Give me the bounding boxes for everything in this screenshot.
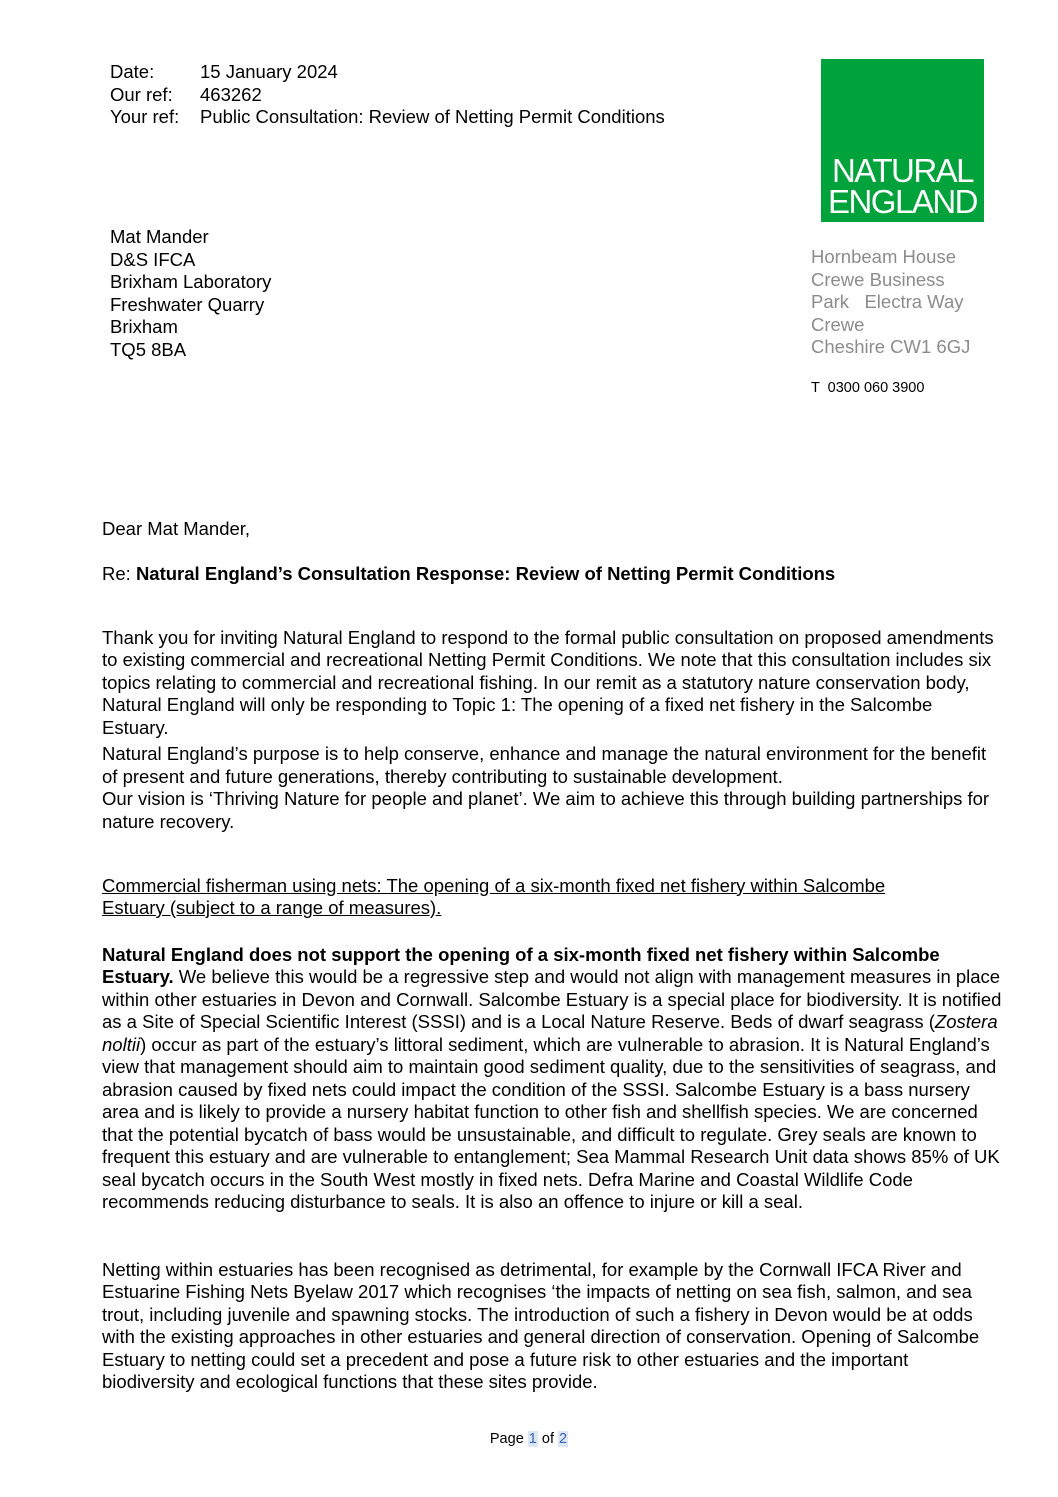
of-word: of: [541, 1431, 554, 1447]
logo-line-1: NATURAL: [831, 152, 974, 189]
date-value: 15 January 2024: [200, 61, 338, 82]
section-heading: Commercial fisherman using nets: The opening of a six-month fixed net fishery within Salcombe Estuary (subject to a range of measures).: [102, 874, 886, 918]
recipient-line: Brixham: [110, 316, 178, 337]
recipient-line: Freshwater Quarry: [110, 293, 265, 315]
sender-line: Cheshire CW1 6GJ: [811, 336, 971, 357]
sender-line: Park Electra Way: [811, 291, 964, 312]
recipient-line: Brixham Laboratory: [110, 271, 272, 292]
total-page-number[interactable]: 2: [559, 1431, 568, 1447]
recipient-address: [110, 226, 271, 361]
paragraph-position: [102, 944, 1002, 1214]
sender-address: [811, 246, 970, 359]
your-ref-value: Public Consultation: Review of Netting Permit Conditions: [200, 106, 665, 127]
recipient-line: Mat Mander: [110, 226, 209, 247]
sender-line: Crewe Business: [811, 268, 945, 290]
current-page-number[interactable]: 1: [528, 1431, 537, 1447]
paragraph-invitation: Thank you for inviting Natural England to respond to the formal public consultation on proposed amendments to existing commercial and recreational Netting Permit Conditions. We note that this consultation includes six topics relating to commercial and recreational fishing. In our remit as a statutory nature conservation body, Natural England will only be responding to Topic 1: The opening of a fixed net fishery in the Salcombe Estuary.: [102, 626, 994, 738]
species-name: Zostera noltii: [102, 1011, 998, 1055]
paragraph-purpose: [102, 743, 1002, 833]
subject-line: [102, 563, 1002, 586]
telephone: T 0300 060 3900: [811, 380, 925, 396]
logo-line-2: ENGLAND: [827, 183, 978, 220]
sender-line: Crewe: [811, 313, 865, 335]
purpose-text: Natural England’s purpose is to help conserve, enhance and manage the natural environment for the benefit of present and future generations, thereby contributing to sustainable development.: [102, 743, 987, 787]
vision-text: Our vision is ‘Thriving Nature for people and planet’. We aim to achieve this through building partnerships for nature recovery.: [102, 788, 990, 832]
page-word: Page: [489, 1431, 524, 1447]
natural-england-logo: [821, 59, 984, 222]
page-footer: [0, 1431, 1058, 1447]
date-line: [110, 61, 665, 84]
subject-prefix: Re:: [102, 563, 136, 584]
letter-header: [110, 61, 665, 129]
subject-title: Natural England’s Consultation Response: Review of Netting Permit Conditions: [135, 563, 836, 584]
our-ref-label: Our ref:: [110, 83, 173, 105]
position-text-a: We believe this would be a regressive step and would not align with management measures in place within other estuaries in Devon and Cornwall. Salcombe Estuary is a special place for biodiversity. It is notified as a Site of Special Scientific Interest (SSSI) and is a Local Nature Reserve. Beds of dwarf seagrass (: [102, 966, 1002, 1032]
your-ref-line: [110, 106, 665, 129]
salutation: Dear Mat Mander,: [102, 518, 251, 539]
recipient-line: TQ5 8BA: [110, 338, 187, 360]
our-ref-line: [110, 84, 665, 107]
our-ref-value: 463262: [200, 83, 262, 105]
recipient-line: D&S IFCA: [110, 248, 196, 270]
your-ref-label: Your ref:: [110, 106, 180, 127]
date-label: Date:: [110, 61, 155, 82]
position-statement: Natural England does not support the opening of a six-month fixed net fishery within Salcombe Estuary.: [102, 943, 940, 987]
position-text-b: ) occur as part of the estuary’s littoral sediment, which are vulnerable to abrasion. It is Natural England’s view that management should aim to maintain good sediment quality, due to the sensitivities of seagrass, and abrasion caused by fixed nets could impact the condition of the SSSI. Salcombe Estuary is a bass nursery area and is likely to provide a nursery habitat function to other fish and shellfish species. We are concerned that the potential bycatch of bass would be unsustainable, and difficult to regulate. Grey seals are known to frequent this estuary and are vulnerable to entanglement; Sea Mammal Research Unit data shows 85% of UK seal bycatch occurs in the South West mostly in fixed nets. Defra Marine and Coastal Wildlife Code recommends reducing disturbance to seals. It is also an offence to injure or kill a seal.: [102, 1033, 1000, 1212]
sender-line: Hornbeam House: [811, 246, 956, 267]
paragraph-netting: Netting within estuaries has been recognised as detrimental, for example by the Cornwall IFCA River and Estuarine Fishing Nets Byelaw 2017 which recognises ‘the impacts of netting on sea fish, salmon, and sea trout, including juvenile and spawning stocks. The introduction of such a fishery in Devon would be at odds with the existing approaches in other estuaries and general direction of conservation. Opening of Salcombe Estuary to netting could set a precedent and pose a future risk to other estuaries and the important biodiversity and ecological functions that these sites provide.: [102, 1258, 980, 1392]
